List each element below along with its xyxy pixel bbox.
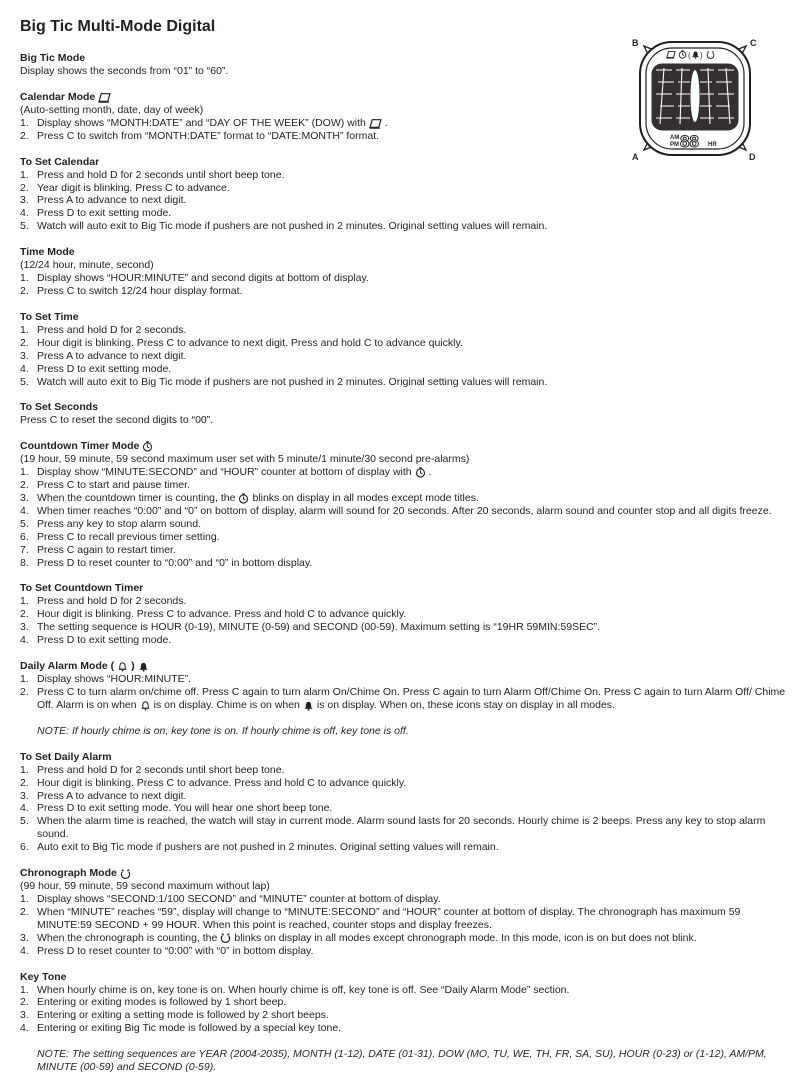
list-item: 2. Hour digit is blinking. Press C to advance. Press and hold C to advance quickly. <box>20 608 407 621</box>
list-item: 2. Press C to start and pause timer. <box>20 479 190 492</box>
watch-small-digits: 88 <box>680 132 699 151</box>
list-item: 1. Display shows “HOUR:MINUTE”. <box>20 673 192 686</box>
section-set-calendar <box>20 156 795 234</box>
list-item: 4. Entering or exiting Big Tic mode is followed by a special key tone. <box>20 1022 342 1035</box>
list-item: 2. Hour digit is blinking. Press C to advance. Press and hold C to advance quickly. <box>20 776 407 789</box>
section-title: Chronograph Mode <box>20 867 795 880</box>
list-item: 3. When the chronograph is counting, the blinks on display in all modes except chronograph mode. In this mode, icon is on but does not blink. <box>20 931 697 944</box>
section-title: Daily Alarm Mode ( ) <box>20 660 795 673</box>
list-item: 4. Press D to exit setting mode. <box>20 207 172 220</box>
section-title: To Set Countdown Timer <box>20 582 144 595</box>
step-list <box>20 893 795 958</box>
section-text: Display shows the seconds from “01” to “60”. <box>20 65 229 77</box>
chrono-icon <box>220 932 231 943</box>
list-item: 2. Press C to switch from “MONTH:DATE” format to “DATE:MONTH” format. <box>20 129 380 142</box>
step-list <box>20 466 795 569</box>
list-item: 2. Press C to switch 12/24 hour display format. <box>20 284 243 297</box>
list-item: 6. Press C to recall previous timer setting. <box>20 530 220 543</box>
section-title: Time Mode <box>20 246 75 259</box>
list-item: 1. When hourly chime is on, key tone is on. When hourly chime is off, key tone is off. See “Daily Alarm Mode” section. <box>20 983 570 996</box>
button-label-c: C <box>750 38 757 48</box>
step-list <box>20 169 795 234</box>
list-item: 5. Watch will auto exit to Big Tic mode if pushers are not pushed in 2 minutes. Original setting values will remain. <box>20 220 548 233</box>
note: NOTE: If hourly chime is on, key tone is on. If hourly chime is off, key tone is off. <box>37 724 409 737</box>
section-set-seconds <box>20 401 795 427</box>
list-item: 1. Press and hold D for 2 seconds. <box>20 323 187 336</box>
step-list <box>20 673 795 712</box>
step-list <box>20 764 795 854</box>
section-daily-alarm <box>20 660 795 738</box>
list-item: 2. Hour digit is blinking. Press C to advance to next digit. Press and hold C to advance quickly. <box>20 336 463 349</box>
list-item: 4. Press D to exit setting mode. <box>20 634 172 647</box>
section-title: To Set Daily Alarm <box>20 750 112 763</box>
calendar-icon <box>98 92 111 103</box>
chrono-icon <box>120 868 131 879</box>
step-list <box>20 272 795 298</box>
section-subtitle: (Auto-setting month, date, day of week) <box>20 103 204 116</box>
list-item: 1. Display show “MINUTE:SECOND” and “HOUR” counter at bottom of display with . <box>20 466 432 479</box>
list-item: 1. Display shows “HOUR:MINUTE” and second digits at bottom of display. <box>20 272 369 285</box>
bell-outline-icon <box>117 661 128 672</box>
timer-icon <box>415 467 426 478</box>
section-title: Big Tic Mode <box>20 52 86 64</box>
list-item: 4. Press D to exit setting mode. You will hear one short beep tone. <box>20 802 333 815</box>
manual-page <box>20 18 795 1087</box>
list-item: 2. When “MINUTE” reaches “59”, display will change to “MINUTE:SECOND” and “HOUR” counter at bottom of display. The chronograph has maximum 59 MINUTE:59 SECOND + 99 HOUR. When this point is reached, counter stops and display freezes. <box>20 905 741 931</box>
calendar-icon <box>369 118 382 129</box>
section-key-tone <box>20 971 795 1074</box>
list-item: 1. Display shows “SECOND:1/100 SECOND” and “MINUTE” counter at bottom of display. <box>20 892 441 905</box>
list-item: 3. The setting sequence is HOUR (0-19), MINUTE (0-59) and SECOND (00-59). Maximum setting is “19HR 59MIN:59SEC”. <box>20 621 601 634</box>
button-label-a: A <box>632 152 639 161</box>
list-item: 3. When the countdown timer is counting, the blinks on display in all modes except mode titles. <box>20 492 479 505</box>
svg-text:(: ( <box>688 51 691 60</box>
section-set-countdown <box>20 582 795 647</box>
am-indicator: AM <box>670 135 680 141</box>
list-item: 1. Press and hold D for 2 seconds until short beep tone. <box>20 763 285 776</box>
section-title: To Set Time <box>20 310 79 323</box>
list-item: 1. Display shows “MONTH:DATE” and “DAY OF THE WEEK” (DOW) with . <box>20 116 388 129</box>
section-time-mode <box>20 246 795 298</box>
bell-outline-icon <box>140 700 151 711</box>
step-list <box>20 324 795 389</box>
list-item: 3. Press A to advance to next digit. <box>20 349 187 362</box>
list-item: 7. Press C again to restart timer. <box>20 543 176 556</box>
button-label-d: D <box>749 152 756 161</box>
section-text: Press C to reset the second digits to “00”. <box>20 414 214 427</box>
list-item: 6. Auto exit to Big Tic mode if pushers are not pushed in 2 minutes. Original setting values will remain. <box>20 841 499 854</box>
list-item: 3. Press A to advance to next digit. <box>20 194 187 207</box>
section-set-time <box>20 311 795 389</box>
section-chrono <box>20 867 795 957</box>
section-title: Countdown Timer Mode <box>20 440 795 453</box>
step-list <box>20 595 795 647</box>
list-item: 2. Press C to turn alarm on/chime off. Press C again to turn alarm On/Chime On. Press C again to turn Alarm Off/Chime On. Press C again to turn Alarm Off/ Chime Off. Alarm is on when is on display. Chime is on when is on display. When on, these icons stay on display in all modes. <box>20 686 786 711</box>
svg-text:): ) <box>700 51 703 60</box>
list-item: 3. Press A to advance to next digit. <box>20 789 187 802</box>
section-subtitle: (19 hour, 59 minute, 59 second maximum user set with 5 minute/1 minute/30 second pre-alarms) <box>20 453 470 466</box>
list-item: 1. Press and hold D for 2 seconds. <box>20 595 187 608</box>
list-item: 4. When timer reaches “0:00” and “0” on bottom of display, alarm will sound for 20 seconds. After 20 seconds, alarm sound and counter stop and all digits freeze. <box>20 504 772 517</box>
section-title: To Set Calendar <box>20 155 100 168</box>
list-item: 5. When the alarm time is reached, the watch will stay in current mode. Alarm sound lasts for 20 seconds. Hourly chime is 2 beeps. Press any key to stop alarm sound. <box>20 815 766 841</box>
section-subtitle: (99 hour, 59 minute, 59 second maximum without lap) <box>20 880 270 893</box>
list-item: 8. Press D to reset counter to “0:00” and “0” in bottom display. <box>20 556 313 569</box>
section-subtitle: (12/24 hour, minute, second) <box>20 259 154 272</box>
button-label-b: B <box>632 38 639 48</box>
list-item: 5. Watch will auto exit to Big Tic mode if pushers are not pushed in 2 minutes. Original setting values will remain. <box>20 375 548 388</box>
watch-diagram <box>630 36 760 161</box>
section-title: Key Tone <box>20 970 67 983</box>
watch-lcd-digits <box>652 64 738 130</box>
list-item: 5. Press any key to stop alarm sound. <box>20 517 201 530</box>
timer-icon <box>142 441 153 452</box>
list-item: 3. Entering or exiting a setting mode is followed by 2 short beeps. <box>20 1009 329 1022</box>
note: NOTE: The setting sequences are YEAR (2004-2035), MONTH (1-12), DATE (01-31), DOW (MO, TU, WE, TH, FR, SA, SU), HOUR (0-23) or (1-12), AM/PM, MINUTE (00-59) and SECOND (0-59). <box>37 1048 767 1074</box>
section-countdown <box>20 440 795 569</box>
hr-indicator: HR <box>708 142 717 148</box>
list-item: 2. Year digit is blinking. Press C to advance. <box>20 181 230 194</box>
list-item: 2. Entering or exiting modes is followed by 1 short beep. <box>20 996 287 1009</box>
section-title: Calendar Mode <box>20 91 795 104</box>
list-item: 4. Press D to exit setting mode. <box>20 362 172 375</box>
step-list <box>20 984 795 1036</box>
section-set-alarm <box>20 751 795 854</box>
page-title: Big Tic Multi-Mode Digital <box>20 18 216 35</box>
timer-icon <box>238 493 249 504</box>
bell-filled-icon <box>303 700 314 711</box>
list-item: 1. Press and hold D for 2 seconds until short beep tone. <box>20 168 285 181</box>
bell-filled-icon <box>138 661 149 672</box>
list-item: 4. Press D to reset counter to “0:00” with “0” in bottom display. <box>20 944 314 957</box>
pm-indicator: PM <box>670 142 679 148</box>
section-title: To Set Seconds <box>20 401 98 414</box>
